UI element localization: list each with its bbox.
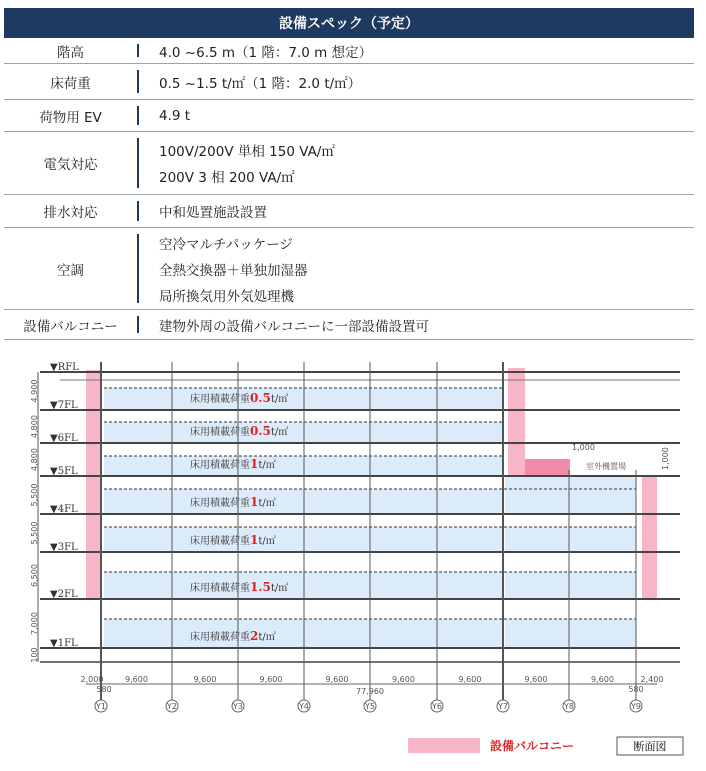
- spec-row: [4, 38, 694, 64]
- spec-value: 0.5 ~1.5 t/㎡（1 階：2.0 t/㎡）: [159, 75, 362, 92]
- level-marker-icon: ▼: [50, 589, 58, 600]
- section-diagram: [0, 345, 706, 771]
- dim-left: 2,000: [80, 675, 104, 684]
- axis-label: Y9: [631, 702, 641, 711]
- span-dim: 9,600: [325, 675, 349, 684]
- floor-label: [50, 589, 78, 600]
- spec-row: [4, 310, 694, 340]
- spec-value: 空冷マルチパッケージ: [159, 236, 293, 253]
- balcony: [525, 459, 570, 476]
- axis-label: Y8: [564, 702, 574, 711]
- height-dim: 5,500: [30, 521, 39, 545]
- height-dim: 6,500: [30, 564, 39, 587]
- floor-label: [50, 362, 79, 373]
- level-marker-icon: ▼: [50, 362, 58, 373]
- floor-band: [505, 572, 636, 599]
- floor-band: [505, 619, 636, 648]
- level-marker-icon: ▼: [50, 466, 58, 477]
- spec-value: 200V 3 相 200 VA/㎡: [159, 170, 295, 186]
- floor-label: [50, 638, 78, 649]
- floor-band: [505, 477, 636, 514]
- spec-value: 建物外周の設備バルコニーに一部設備設置可: [159, 318, 429, 335]
- axis-label: Y1: [96, 702, 106, 711]
- floor-label: [50, 400, 78, 411]
- height-dim: 5,500: [30, 483, 39, 507]
- spec-value: 4.0 ~6.5 m（1 階：7.0 m 想定）: [159, 44, 373, 61]
- spec-label: 排水対応: [4, 201, 139, 221]
- floor-label: [50, 504, 78, 515]
- floor-name: 2FL: [57, 589, 78, 600]
- spec-row: [4, 64, 694, 100]
- load-label: 床用積載荷重1t/㎡: [190, 533, 276, 547]
- floor-band: [505, 527, 636, 552]
- dim-580: 580: [628, 685, 644, 694]
- floor-name: 1FL: [57, 638, 78, 649]
- spec-value: 中和処置施設設置: [159, 205, 267, 221]
- axis-label: Y4: [299, 702, 309, 711]
- axis-label: Y7: [498, 702, 508, 711]
- dim-580: 580: [96, 685, 112, 694]
- dim-1000: 1,000: [572, 443, 595, 452]
- spec-row: [4, 100, 694, 132]
- load-label: 床用積載荷重1t/㎡: [190, 457, 276, 471]
- dim-right: 2,400: [640, 675, 664, 684]
- spec-label: 階高: [4, 44, 139, 57]
- spec-label: 電気対応: [4, 138, 139, 188]
- spec-label: 設備バルコニー: [4, 316, 139, 333]
- level-marker-icon: ▼: [50, 400, 58, 411]
- floor-label: [50, 433, 78, 444]
- floor-name: 3FL: [57, 542, 78, 553]
- level-marker-icon: ▼: [50, 638, 58, 649]
- height-dim: 100: [30, 647, 39, 663]
- level-marker-icon: ▼: [50, 542, 58, 553]
- balcony: [86, 370, 101, 599]
- load-label: 床用積載荷重0.5t/㎡: [190, 424, 289, 438]
- spec-row: [4, 195, 694, 228]
- legend-label: 設備バルコニー: [490, 739, 575, 753]
- section-label: 断面図: [633, 740, 667, 753]
- load-label: 床用積載荷重2t/㎡: [190, 629, 276, 643]
- balcony: [642, 476, 657, 600]
- height-dim: 4,900: [30, 379, 39, 403]
- load-label: 床用積載荷重0.5t/㎡: [190, 391, 289, 405]
- height-dim: 7,000: [30, 612, 39, 635]
- span-dim: 9,600: [458, 675, 482, 684]
- outdoor-unit-label: 室外機置場: [586, 462, 626, 471]
- axis-label: Y3: [233, 702, 243, 711]
- spec-row: [4, 132, 694, 195]
- floor-name: 5FL: [57, 466, 78, 477]
- balcony: [508, 368, 525, 476]
- floor-label: [50, 466, 78, 477]
- legend-swatch: [408, 738, 480, 753]
- axis-label: Y2: [167, 702, 177, 711]
- height-dim: 4,800: [30, 448, 39, 471]
- level-marker-icon: ▼: [50, 433, 58, 444]
- spec-value: 全熱交換器＋単独加湿器: [159, 262, 308, 279]
- axis-label: Y5: [365, 702, 375, 711]
- spec-value: 局所換気用外気処理機: [159, 288, 294, 305]
- height-dim: 4,800: [30, 415, 39, 438]
- level-marker-icon: ▼: [50, 504, 58, 515]
- span-dim: 9,600: [259, 675, 283, 684]
- spec-label: 床荷重: [4, 70, 139, 93]
- span-dim: 9,600: [125, 675, 148, 684]
- spec-value: 100V/200V 単相 150 VA/㎡: [159, 144, 335, 160]
- spec-value: 4.9 t: [159, 107, 191, 124]
- span-dim: 9,600: [392, 675, 415, 684]
- load-label: 床用積載荷重1t/㎡: [190, 495, 276, 509]
- axis-label: Y6: [432, 702, 442, 711]
- floor-name: 7FL: [57, 400, 78, 411]
- floor-name: RFL: [57, 362, 79, 373]
- floor-label: [50, 542, 78, 553]
- spec-table: [4, 8, 694, 340]
- spec-row: [4, 228, 694, 310]
- load-label: 床用積載荷重1.5t/㎡: [190, 580, 289, 594]
- dim-1000: 1,000: [661, 447, 670, 470]
- spec-label: 空調: [4, 234, 139, 303]
- span-dim: 9,600: [524, 675, 548, 684]
- dim-total: 77,960: [356, 687, 384, 696]
- span-dim: 9,600: [591, 675, 614, 684]
- span-dim: 9,600: [193, 675, 217, 684]
- floor-name: 6FL: [57, 433, 78, 444]
- spec-label: 荷物用 EV: [4, 106, 139, 125]
- spec-title: 設備スペック（予定）: [4, 8, 694, 38]
- floor-name: 4FL: [57, 504, 78, 515]
